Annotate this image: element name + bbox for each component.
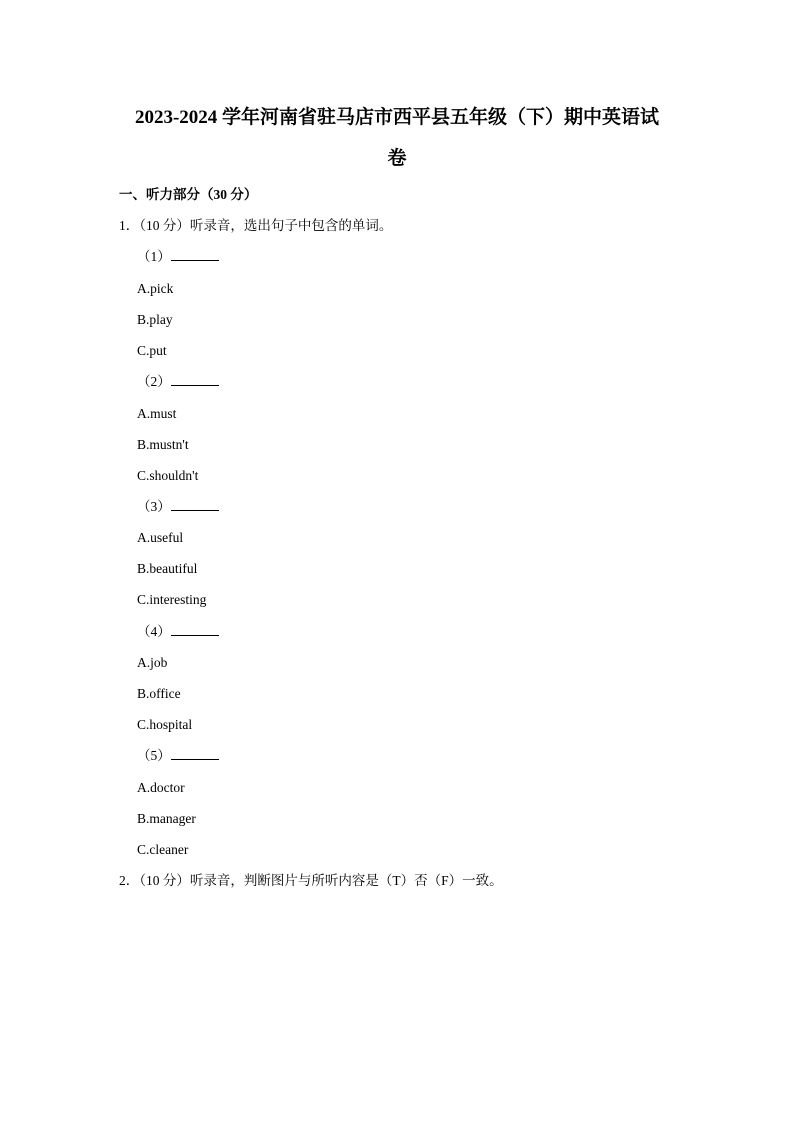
sub-question-2 (137, 373, 219, 391)
sub-question-number: （3） (137, 499, 171, 514)
sub-question-number: （1） (137, 249, 171, 264)
option-c: C.interesting (137, 592, 207, 607)
option-a: A.job (137, 655, 168, 670)
sub-question-3 (137, 498, 219, 516)
option-b: B.office (137, 686, 181, 701)
exam-title-line2: 卷 (387, 148, 407, 169)
option-b: B.manager (137, 811, 196, 826)
answer-blank (171, 248, 219, 261)
option-c: C.hospital (137, 717, 193, 732)
section-heading-listening: 一、听力部分（30 分） (119, 187, 258, 202)
question-2-stem: 2．（10 分）听录音，判断图片与所听内容是（T）否（F）一致。 (119, 873, 503, 888)
option-a: A.pick (137, 281, 174, 296)
answer-blank (171, 747, 219, 760)
question-1-stem: 1．（10 分）听录音，选出句子中包含的单词。 (119, 218, 393, 233)
sub-question-number: （4） (137, 624, 171, 639)
option-a: A.useful (137, 530, 184, 545)
option-c: C.cleaner (137, 842, 189, 857)
option-b: B.beautiful (137, 561, 198, 576)
sub-question-5 (137, 747, 219, 765)
sub-question-4 (137, 623, 219, 641)
option-a: A.must (137, 406, 177, 421)
option-a: A.doctor (137, 780, 185, 795)
sub-question-number: （2） (137, 374, 171, 389)
option-c: C.shouldn't (137, 468, 199, 483)
option-b: B.mustn't (137, 437, 189, 452)
option-b: B.play (137, 312, 173, 327)
sub-question-1 (137, 248, 219, 266)
answer-blank (171, 623, 219, 636)
answer-blank (171, 373, 219, 386)
answer-blank (171, 498, 219, 511)
exam-title-line1: 2023-2024 学年河南省驻马店市西平县五年级（下）期中英语试 (134, 107, 660, 128)
sub-question-number: （5） (137, 748, 171, 763)
option-c: C.put (137, 343, 167, 358)
